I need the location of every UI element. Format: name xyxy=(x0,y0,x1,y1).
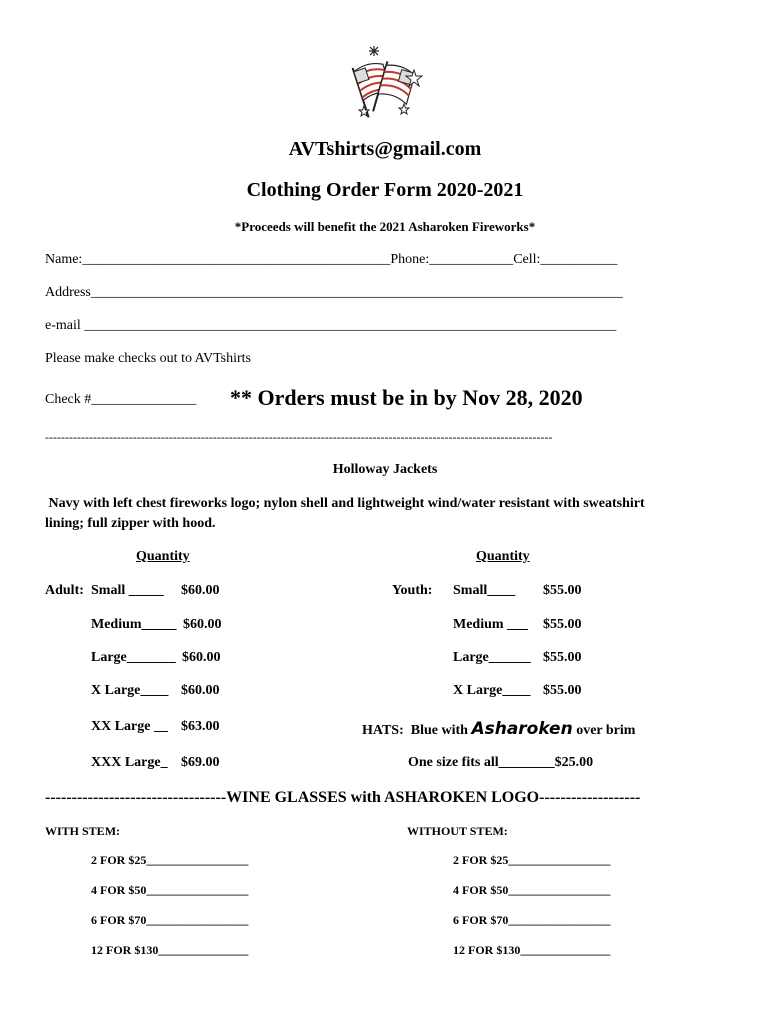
without-stem-4-for-50[interactable]: 4 FOR $50_________________ xyxy=(453,883,611,897)
jackets-title: Holloway Jackets xyxy=(332,462,438,477)
adult-price-xxx-large: $69.00 xyxy=(181,755,220,770)
order-deadline: ** Orders must be in by Nov 28, 2020 xyxy=(230,385,583,410)
youth-size-small[interactable]: Small____ xyxy=(453,583,516,598)
section-divider: ------------------------------------------------------------------------------------------------------------------------------- xyxy=(45,430,553,444)
adult-size-xxx-large[interactable]: XXX Large_ xyxy=(91,755,168,770)
youth-price-large: $55.00 xyxy=(543,650,582,665)
wine-glasses-heading: ----------------------------------WINE GLASSES with ASHAROKEN LOGO------------------- xyxy=(45,789,641,806)
hats-suffix: over brim xyxy=(572,723,636,738)
asharoken-brand: Asharoken xyxy=(471,719,573,739)
adult-price-medium: $60.00 xyxy=(183,617,222,632)
fireworks-flags-icon xyxy=(344,42,424,120)
with-stem-12-for-130[interactable]: 12 FOR $130_______________ xyxy=(91,943,249,957)
youth-price-x-large: $55.00 xyxy=(543,683,582,698)
name-phone-cell-field[interactable]: Name:____________________________________________Phone:____________Cell:___________ xyxy=(45,252,618,267)
jackets-description-line-2: lining; full zipper with hood. xyxy=(45,516,216,531)
without-stem-2-for-25[interactable]: 2 FOR $25_________________ xyxy=(453,853,611,867)
contact-email: AVTshirts@gmail.com xyxy=(288,138,482,160)
youth-price-medium: $55.00 xyxy=(543,617,582,632)
adult-quantity-header: Quantity xyxy=(136,549,190,564)
adult-price-xx-large: $63.00 xyxy=(181,719,220,734)
with-stem-4-for-50[interactable]: 4 FOR $50_________________ xyxy=(91,883,249,897)
check-number-field[interactable]: Check #_______________ xyxy=(45,392,197,407)
proceeds-note: *Proceeds will benefit the 2021 Asharoken Fireworks* xyxy=(234,219,536,234)
youth-size-x-large[interactable]: X Large____ xyxy=(453,683,531,698)
youth-label: Youth: xyxy=(392,583,433,598)
hats-one-size-field[interactable]: One size fits all________$25.00 xyxy=(408,755,594,770)
without-stem-12-for-130[interactable]: 12 FOR $130_______________ xyxy=(453,943,611,957)
adult-size-small[interactable]: Small _____ xyxy=(91,583,164,598)
adult-price-large: $60.00 xyxy=(182,650,221,665)
jackets-description-line-1: Navy with left chest fireworks logo; nylon shell and lightweight wind/water resistant with sweatshirt xyxy=(45,496,645,511)
adult-size-xx-large[interactable]: XX Large __ xyxy=(91,719,168,734)
form-title: Clothing Order Form 2020-2021 xyxy=(246,179,524,201)
adult-price-small: $60.00 xyxy=(181,583,220,598)
without-stem-6-for-70[interactable]: 6 FOR $70_________________ xyxy=(453,913,611,927)
email-field[interactable]: e-mail ____________________________________________________________________________ xyxy=(45,318,617,333)
adult-price-x-large: $60.00 xyxy=(181,683,220,698)
youth-size-medium[interactable]: Medium ___ xyxy=(453,617,529,632)
hats-prefix: HATS: Blue with xyxy=(362,723,472,738)
youth-quantity-header: Quantity xyxy=(476,549,530,564)
without-stem-label: WITHOUT STEM: xyxy=(407,824,508,838)
with-stem-2-for-25[interactable]: 2 FOR $25_________________ xyxy=(91,853,249,867)
youth-size-large[interactable]: Large______ xyxy=(453,650,531,665)
hats-line xyxy=(362,719,635,739)
adult-size-medium[interactable]: Medium_____ xyxy=(91,617,177,632)
adult-label: Adult: xyxy=(45,583,84,598)
with-stem-label: WITH STEM: xyxy=(45,824,121,838)
checks-payable-note: Please make checks out to AVTshirts xyxy=(45,351,252,366)
with-stem-6-for-70[interactable]: 6 FOR $70_________________ xyxy=(91,913,249,927)
adult-size-x-large[interactable]: X Large____ xyxy=(91,683,169,698)
address-field[interactable]: Address____________________________________________________________________________ xyxy=(45,285,623,300)
adult-size-large[interactable]: Large_______ xyxy=(91,650,176,665)
youth-price-small: $55.00 xyxy=(543,583,582,598)
